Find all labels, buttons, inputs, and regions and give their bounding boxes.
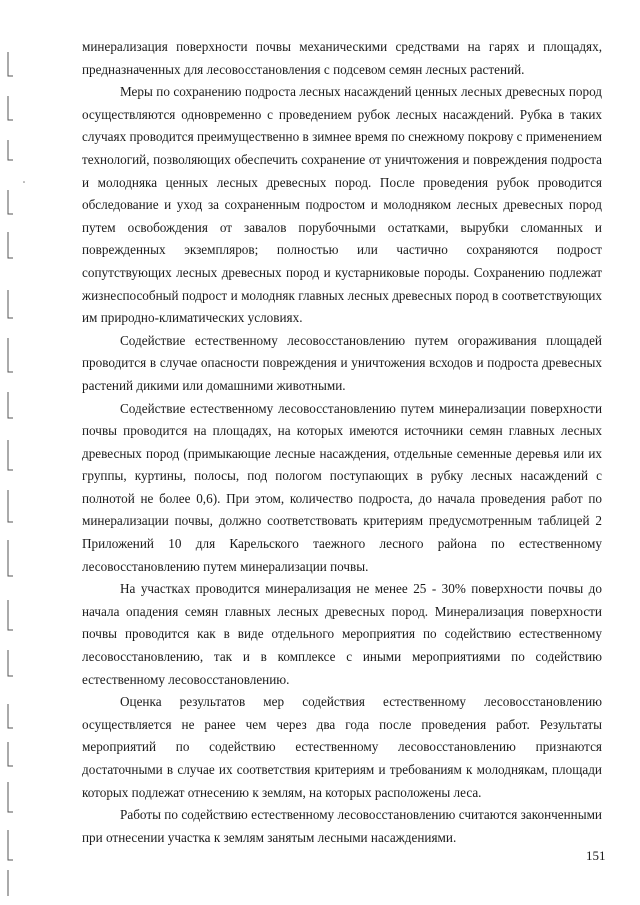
paragraph: Меры по сохранению подроста лесных насаждений ценных лесных древесных пород осуществляются одновременно с проведением рубок лесных насаждений. Рубка в таких случаях проводится преимущественно в зимнее время по снежному покрову с применением технологий, позволяющих обеспечить сохранение от уничтожения и повреждения подроста и молодняка ценных лесных древесных пород. После проведения рубок проводится обследование и уход за сохраненным подростом и молодняком лесных древесных пород путем освобождения от завалов порубочными остатками, вырубки сломанных и поврежденных экземпляров; полностью или частично сохраняются подрост сопутствующих лесных древесных пород и кустарниковые породы. Сохранению подлежат жизнеспособный подрост и молодняк главных лесных древесных пород в соответствующих им природно-климатических условиях.: [82, 84, 602, 326]
paragraph: минерализация поверхности почвы механическими средствами на гарях и площадях, предназначенных для лесовосстановления с подсевом семян лесных растений.: [82, 39, 602, 77]
document-body: [82, 36, 602, 849]
binding-margin-marks: [0, 0, 30, 905]
page-number: 151: [586, 848, 606, 863]
paragraph: Работы по содействию естественному лесовосстановлению считаются законченными при отнесении участка к землям занятым лесными насаждениями.: [82, 807, 602, 845]
paragraph: На участках проводится минерализация не менее 25 - 30% поверхности почвы до начала опадения семян главных лесных древесных пород. Минерализация поверхности почвы проводится как в виде отдельного мероприятия по содействию естественному лесовосстановлению, так и в комплексе с иными мероприятиями по содействию естественному лесовосстановлению.: [82, 581, 602, 687]
paragraph: Содействие естественному лесовосстановлению путем огораживания площадей проводится в случае опасности повреждения и уничтожения всходов и подроста древесных растений дикими или домашними животными.: [82, 332, 602, 393]
paragraph: Оценка результатов мер содействия естественному лесовосстановлению осуществляется не ранее чем через два года после проведения работ. Результаты мероприятий по содействию естественному лесовосстановлению признаются достаточными в случае их соответствия критериям и требованиям к молоднякам, площади которых подлежат отнесению к землям, на которых расположены леса.: [82, 694, 602, 800]
paragraph: Содействие естественному лесовосстановлению путем минерализации поверхности почвы проводится на площадях, на которых имеются источники семян главных лесных древесных пород (примыкающие лесные насаждения, отдельные семенные деревья или их группы, куртины, полосы, под пологом поступающих в рубку лесных насаждений с полнотой не более 0,6). При этом, количество подроста, до начала проведения работ по минерализации почвы, должно соответствовать критериям предусмотренным таблицей 2 Приложений 10 для Карельского таежного лесного района по естественному лесовосстановлению путем минерализации почвы.: [82, 400, 602, 574]
